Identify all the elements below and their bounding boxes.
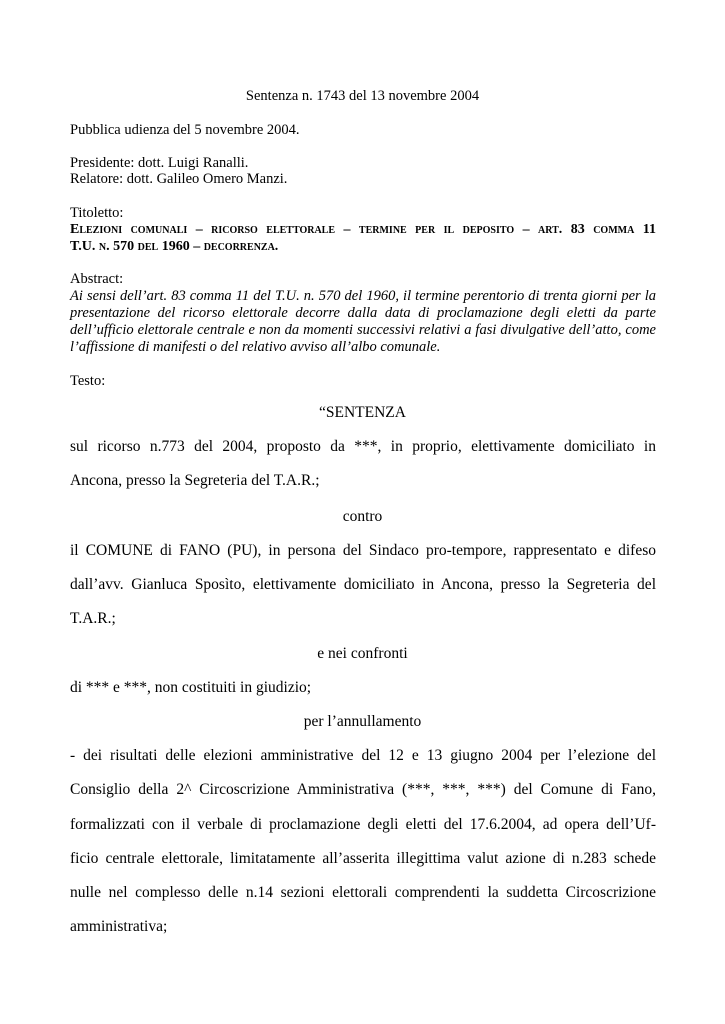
presidente-line: Presidente: dott. Luigi Ranalli. [70,155,249,171]
annullamento-line-3: formalizzati con il verbale di proclamazione degli eletti del 17.6.2004, ad opera dell’Uf- [70,816,656,833]
titoletto-line-2: T.U. n. 570 del 1960 – decorrenza. [70,239,279,254]
annullamento-heading: per l’annullamento [303,713,422,730]
relatore-line: Relatore: dott. Galileo Omero Manzi. [70,171,288,187]
abstract-line-4: l’affissione di manifesti o del relativo avviso all’albo comunale. [70,339,441,355]
udienza-line: Pubblica udienza del 5 novembre 2004. [70,122,300,138]
abstract-line-3: dell’ufficio elettorale centrale e non da momenti successivi relativi a fasi divulgative dell’atto, come [70,322,656,338]
abstract-line-1: Ai sensi dell’art. 83 comma 11 del T.U. n. 570 del 1960, il termine perentorio di trenta giorni per la [70,288,656,304]
sentenza-title: Sentenza n. 1743 del 13 novembre 2004 [245,88,480,104]
testo-label: Testo: [70,373,106,389]
nei-confronti-heading: e nei confronti [317,645,408,662]
annullamento-line-4: ficio centrale elettorale, limitatamente all’asserita illegittima valut azione di n.283 schede [70,850,656,867]
abstract-label: Abstract: [70,271,124,287]
ricorso-line-1: sul ricorso n.773 del 2004, proposto da ***, in proprio, elettivamente domiciliato in [70,438,656,455]
contro-heading: contro [342,508,383,525]
comune-line-3: T.A.R.; [70,610,116,627]
ricorso-line-2: Ancona, presso la Segreteria del T.A.R.; [70,472,320,489]
annullamento-line-2: Consiglio della 2^ Circoscrizione Amministrativa (***, ***, ***) del Comune di Fano, [70,781,656,798]
annullamento-line-5: nulle nel complesso delle n.14 sezioni elettorali comprendenti la suddetta Circoscrizione [70,884,656,901]
abstract-line-2: presentazione del ricorso elettorale decorre dalla data di proclamazione degli eletti da parte [70,305,656,321]
comune-line-2: dall’avv. Gianluca Sposìto, elettivamente domiciliato in Ancona, presso la Segreteria del [70,576,656,593]
controinteressati-line: di *** e ***, non costituiti in giudizio; [70,679,312,696]
titoletto-label: Titoletto: [70,205,124,221]
annullamento-line-1: - dei risultati delle elezioni amministrative del 12 e 13 giugno 2004 per l’elezione del [70,747,656,764]
annullamento-line-6: amministrativa; [70,918,168,935]
titoletto-line-1: Elezioni comunali – ricorso elettorale – termine per il deposito – art. 83 comma 11 [70,222,656,237]
comune-line-1: il COMUNE di FANO (PU), in persona del Sindaco pro-tempore, rappresentato e difeso [70,542,656,559]
sentenza-heading: “SENTENZA [319,404,406,421]
